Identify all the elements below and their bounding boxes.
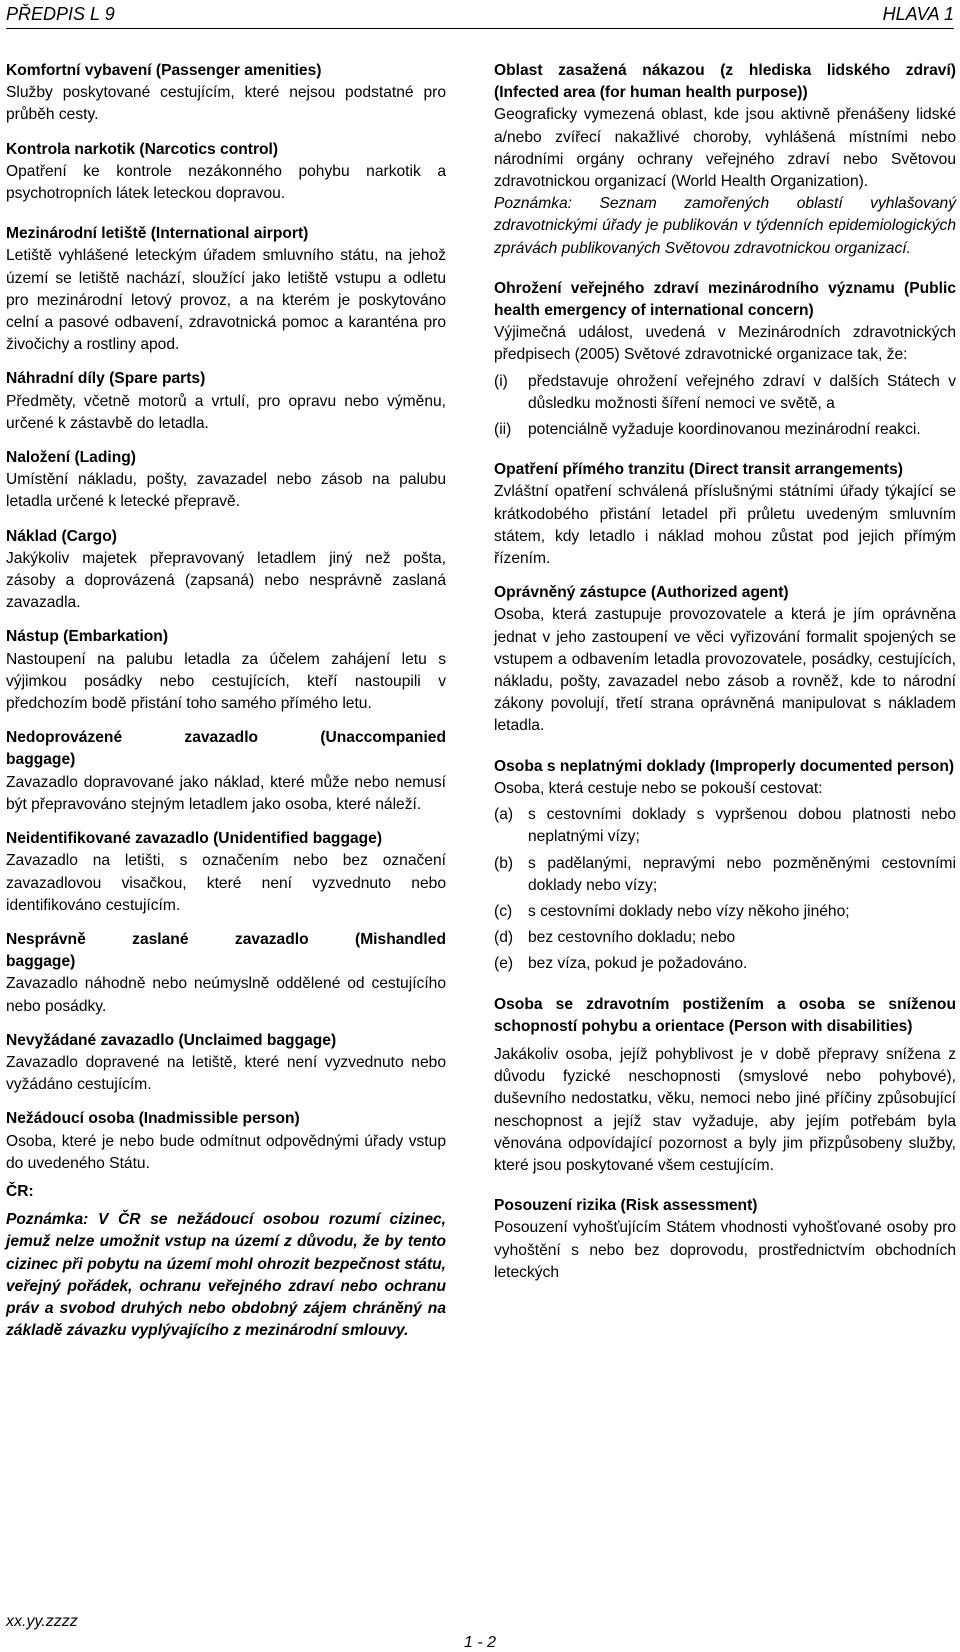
footer-date: xx.yy.zzzz — [6, 1613, 78, 1630]
definition-title: Oprávněný zástupce (Authorized agent) — [494, 584, 789, 602]
list-marker: (b) — [494, 854, 514, 872]
definition-body: Posouzení vyhošťujícím Státem vhodnosti vyhošťované osoby pro vyhoštění s nebo bez doprovodu, prostřednictvím obchodních leteckých — [494, 1219, 956, 1281]
list-text: bez víza, pokud je požadováno. — [528, 955, 748, 973]
definition-body: Opatření ke kontrole nezákonného pohybu narkotik a psychotropních látek leteckou dopravou. — [6, 162, 446, 203]
definition-lading — [6, 447, 446, 514]
definition-title: Nežádoucí osoba (Inadmissible person) — [6, 1110, 300, 1128]
definition-authorized-agent — [494, 582, 956, 737]
definition-body: Osoba, které je nebo bude odmítnut odpovědnými úřady vstup do uvedeného Státu. — [6, 1132, 446, 1172]
definition-title: Posouzení rizika (Risk assessment) — [494, 1197, 758, 1215]
list-marker: (i) — [494, 372, 508, 390]
definition-narcotics-control — [6, 139, 446, 206]
definition-infected-area — [494, 60, 956, 260]
definition-body: Umístění nákladu, pošty, zavazadel nebo zásob na palubu letadla určené k letecké přepravě. — [6, 471, 446, 511]
list-text: potenciálně vyžaduje koordinovanou mezinárodní reakci. — [528, 421, 921, 439]
page-number: 1 - 2 — [463, 1634, 496, 1651]
definition-unidentified-baggage — [6, 828, 446, 917]
list-marker: (ii) — [494, 421, 512, 439]
definition-title: Neidentifikované zavazadlo (Unidentified baggage) — [6, 830, 383, 848]
definition-body: Geograficky vymezená oblast, kde jsou aktivně přenášeny lidské a/nebo zvířecí nakažlivé choroby, vyhlášená místními nebo národními orgány ochrany veřejného zdraví nebo Světovou zdravotnickou organizací (World Health Organization). — [494, 106, 956, 191]
definition-title: Osoba se zdravotním postižením a osoba se sníženou schopností pohybu a orientace (Person with disabilities) — [494, 995, 956, 1035]
definition-body: Osoba, která cestuje nebo se pokouší cestovat: — [494, 779, 823, 797]
definition-note: Poznámka: Seznam zamořených oblastí vyhlašovaný zdravotnickými úřady je publikován v týdenních epidemiologických zprávách publikovaných Světovou zdravotnickou organizací. — [494, 195, 956, 257]
cr-heading: ČR: — [6, 1182, 34, 1200]
title-word: (Mishandled — [355, 930, 446, 948]
definition-cargo — [6, 526, 446, 615]
list-marker: (e) — [494, 955, 514, 973]
list-item — [494, 953, 956, 975]
definition-body: Zavazadlo dopravované jako náklad, které může nebo nemusí být přepravováno stejným letadlem jako osoba, které náleží. — [6, 773, 446, 813]
definition-mishandled-baggage — [6, 929, 446, 1018]
list-item — [494, 371, 956, 415]
definition-body: Služby poskytované cestujícím, které nejsou podstatné pro průběh cesty. — [6, 84, 446, 124]
list-text: představuje ohrožení veřejného zdraví v dalších Státech v důsledku možnosti šíření nemoci ve světě, a — [528, 372, 956, 412]
list-text: s cestovními doklady nebo vízy někoho jiného; — [528, 902, 850, 920]
definition-public-health-emergency — [494, 278, 956, 441]
definition-body: Osoba, která zastupuje provozovatele a která je jím oprávněna jednat v jeho zastoupení ve věci vyřizování formalit spojených se vstupem a odbavením letadla provozovatele, posádky, cestujících, nákladu, pošty, zavazadel nebo zásob a rovněž, kde to národní zákony povolují, třetí strana oprávněná manipulovat s nákladem letadla. — [494, 606, 956, 735]
definition-title: Opatření přímého tranzitu (Direct transit arrangements) — [494, 461, 903, 479]
list-item — [494, 804, 956, 848]
definition-improperly-documented — [494, 756, 956, 976]
title-word: zavazadlo — [234, 930, 309, 948]
list-item — [494, 927, 956, 949]
definition-unclaimed-baggage — [6, 1030, 446, 1097]
page-header — [6, 4, 954, 29]
definition-title: Oblast zasažená nákazou (z hlediska lidského zdraví) (Infected area (for human health purpose)) — [494, 62, 956, 102]
definition-title: Naložení (Lading) — [6, 449, 136, 467]
title-word: zaslané — [132, 930, 189, 948]
regulation-name: PŘEDPIS L 9 — [6, 4, 115, 24]
definition-body: Nastoupení na palubu letadla za účelem zahájení letu s výjimkou posádky nebo cestujících, kteří nastoupili v předchozím bodě přistání toho samého přímého letu. — [6, 650, 446, 713]
definition-risk-assessment — [494, 1195, 956, 1284]
title-word: zavazadlo — [184, 729, 259, 747]
definition-title: Ohrožení veřejného zdraví mezinárodního významu (Public health emergency of international concern) — [494, 279, 956, 320]
title-word: (Unaccompanied — [320, 729, 446, 747]
definition-body: Výjimečná událost, uvedená v Mezinárodních zdravotnických předpisech (2005) Světové zdravotnické organizace tak, že: — [494, 324, 956, 364]
definition-body: Zavazadlo na letišti, s označením nebo bez označení zavazadlovou visačkou, které není vyzvednuto nebo identifikováno cestujícím. — [6, 852, 446, 914]
definition-title-line: baggage) — [6, 953, 76, 971]
definition-title: Náklad (Cargo) — [6, 527, 117, 545]
definition-body: Zavazadlo dopravené na letiště, které není vyzvednuto nebo vyžádáno cestujícím. — [6, 1053, 446, 1094]
definition-body: Jakákoliv osoba, jejíž pohyblivost je v době přepravy snížena z důvodu fyzické neschopnosti (smyslové nebo pohybové), duševního nedostatku, věku, nemoci nebo jiné příčiny způsobující neschopnost a jejíž stav vyžaduje, aby jejím potřebám byla věnována odpovídající pozornost a byly jim přizpůsobeny služby, které jsou poskytované všem cestujícím. — [494, 1045, 956, 1174]
definition-body: Jakýkoliv majetek přepravovaný letadlem jiný než pošta, zásoby a doprovázená (zapsaná) nebo nesprávně zaslaná zavazadla. — [6, 549, 446, 612]
definition-spare-parts — [6, 368, 446, 435]
list-text: s padělanými, nepravými nebo pozměněnými cestovními doklady nebo vízy; — [528, 854, 956, 894]
definition-body: Zvláštní opatření schválená příslušnými státními úřady týkající se krátkodobého přistání letadel při průletu uvedeným smluvním státem, kdy letadlo i náklad mohou zůstat pod jejich přímým řízením. — [494, 483, 956, 568]
definition-inadmissible-person — [6, 1108, 446, 1175]
definition-title-line — [6, 727, 446, 749]
definition-title: Náhradní díly (Spare parts) — [6, 370, 206, 388]
left-column — [6, 60, 446, 1342]
list-text: s cestovními doklady s vypršenou dobou platnosti nebo neplatnými vízy; — [528, 806, 956, 846]
title-word: Nesprávně — [6, 930, 86, 948]
definition-international-airport — [6, 223, 446, 356]
definition-body: Předměty, včetně motorů a vrtulí, pro opravu nebo výměnu, určené k zástavbě do letadla. — [6, 392, 446, 432]
list-text: bez cestovního dokladu; nebo — [528, 929, 736, 947]
list-marker: (c) — [494, 902, 513, 920]
chapter-name: HLAVA 1 — [882, 4, 954, 24]
definition-body: Letiště vyhlášené leteckým úřadem smluvního státu, na jehož území se letiště nachází, sloužící jako letiště vstupu a odletu pro mezinárodní letový provoz, a na kterém je poskytováno celní a pasové odbavení, zdravotnická pomoc a karanténa pro živočichy a rostliny apod. — [6, 247, 446, 354]
title-word: Nedoprovázené — [6, 729, 123, 747]
definition-title: Kontrola narkotik (Narcotics control) — [6, 140, 279, 158]
definition-title: Osoba s neplatnými doklady (Improperly documented person) — [494, 757, 955, 775]
definition-title: Mezinárodní letiště (International airport) — [6, 225, 309, 243]
definition-person-with-disabilities — [494, 994, 956, 1178]
cr-note: Poznámka: V ČR se nežádoucí osobou rozumí cizinec, jemuž nelze umožnit vstup na území z důvodu, že by tento cizinec při pobytu na území mohl ohrozit bezpečnost státu, veřejný pořádek, ochranu veřejného zdraví nebo ochranu práv a svobod druhých nebo obdobný zájem chráněný na základě závazku vyplývajícího z mezinárodní smlouvy. — [6, 1211, 446, 1340]
definition-title: Nevyžádané zavazadlo (Unclaimed baggage) — [6, 1031, 337, 1049]
list-item — [494, 853, 956, 897]
definition-title: Nástup (Embarkation) — [6, 628, 169, 646]
definition-body: Zavazadlo náhodně nebo neúmyslně oddělené od cestujícího nebo posádky. — [6, 975, 446, 1015]
definition-unaccompanied-baggage — [6, 727, 446, 816]
definition-direct-transit — [494, 459, 956, 570]
definition-title: Komfortní vybavení (Passenger amenities) — [6, 62, 322, 79]
list-marker: (a) — [494, 806, 514, 824]
definition-passenger-amenities — [6, 60, 446, 127]
definition-title-line: baggage) — [6, 751, 76, 769]
list-item — [494, 901, 956, 923]
definition-title-line — [6, 929, 446, 951]
list-item — [494, 419, 956, 441]
list-marker: (d) — [494, 929, 514, 947]
right-column — [494, 60, 956, 1284]
definition-embarkation — [6, 626, 446, 715]
